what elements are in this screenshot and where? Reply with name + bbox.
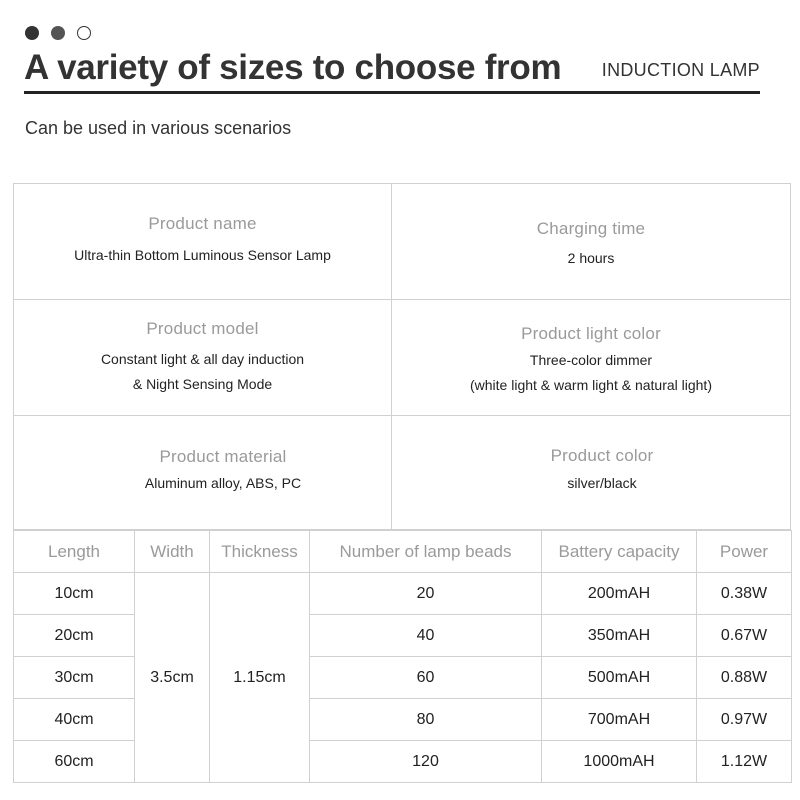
info-value: & Night Sensing Mode xyxy=(132,376,273,392)
info-cell-charging-time xyxy=(392,219,790,271)
pagination-dots xyxy=(25,26,91,40)
cell-power: 1.12W xyxy=(697,741,792,783)
cell-power: 0.67W xyxy=(697,615,792,657)
cell-beads: 120 xyxy=(310,741,542,783)
cell-beads: 40 xyxy=(310,615,542,657)
info-label: Charging time xyxy=(536,219,646,238)
cell-power: 0.97W xyxy=(697,699,792,741)
info-label: Product model xyxy=(146,319,259,338)
table-row xyxy=(14,573,792,615)
dot-indicator-1 xyxy=(25,26,39,40)
info-value: Ultra-thin Bottom Luminous Sensor Lamp xyxy=(74,247,331,263)
cell-beads: 20 xyxy=(310,573,542,615)
cell-battery: 1000mAH xyxy=(542,741,697,783)
cell-battery: 200mAH xyxy=(542,573,697,615)
cell-length: 10cm xyxy=(14,573,135,615)
table-row xyxy=(14,615,792,657)
table-header-row xyxy=(14,531,792,573)
info-value: (white light & warm light & natural light) xyxy=(470,377,712,393)
info-cell-product-name xyxy=(14,214,391,268)
cell-thickness: 1.15cm xyxy=(210,573,310,783)
dot-indicator-3 xyxy=(77,26,91,40)
size-spec-table xyxy=(13,530,792,783)
info-label: Product material xyxy=(159,447,287,466)
grid-divider-horizontal xyxy=(14,299,790,300)
page-subtitle: Can be used in various scenarios xyxy=(25,118,292,138)
cell-length: 20cm xyxy=(14,615,135,657)
table-row xyxy=(14,699,792,741)
cell-battery: 500mAH xyxy=(542,657,697,699)
cell-power: 0.88W xyxy=(697,657,792,699)
info-cell-material xyxy=(14,447,432,496)
column-header-thickness: Thickness xyxy=(210,531,310,573)
info-label: Product light color xyxy=(521,324,661,343)
column-header-lamp-beads: Number of lamp beads xyxy=(310,531,542,573)
cell-beads: 60 xyxy=(310,657,542,699)
cell-length: 60cm xyxy=(14,741,135,783)
info-cell-color xyxy=(392,446,800,496)
cell-width: 3.5cm xyxy=(135,573,210,783)
column-header-width: Width xyxy=(135,531,210,573)
cell-length: 40cm xyxy=(14,699,135,741)
title-divider xyxy=(24,91,760,94)
info-cell-product-model xyxy=(14,319,391,397)
cell-beads: 80 xyxy=(310,699,542,741)
cell-battery: 700mAH xyxy=(542,699,697,741)
info-value: 2 hours xyxy=(567,250,615,266)
product-info-grid xyxy=(13,183,791,530)
info-label: Product name xyxy=(148,214,257,233)
info-value: silver/black xyxy=(567,475,637,491)
cell-power: 0.38W xyxy=(697,573,792,615)
info-value: Aluminum alloy, ABS, PC xyxy=(144,475,302,491)
column-header-power: Power xyxy=(697,531,792,573)
column-header-battery: Battery capacity xyxy=(542,531,697,573)
category-tag: INDUCTION LAMP xyxy=(601,60,760,80)
grid-divider-horizontal xyxy=(14,415,790,416)
cell-battery: 350mAH xyxy=(542,615,697,657)
cell-length: 30cm xyxy=(14,657,135,699)
dot-indicator-2 xyxy=(51,26,65,40)
info-cell-light-color xyxy=(392,324,790,398)
column-header-length: Length xyxy=(14,531,135,573)
info-value: Constant light & all day induction xyxy=(100,351,305,367)
table-row xyxy=(14,741,792,783)
info-value: Three-color dimmer xyxy=(529,352,653,368)
info-label: Product color xyxy=(550,446,654,465)
table-row xyxy=(14,657,792,699)
page-title: A variety of sizes to choose from xyxy=(24,48,562,87)
